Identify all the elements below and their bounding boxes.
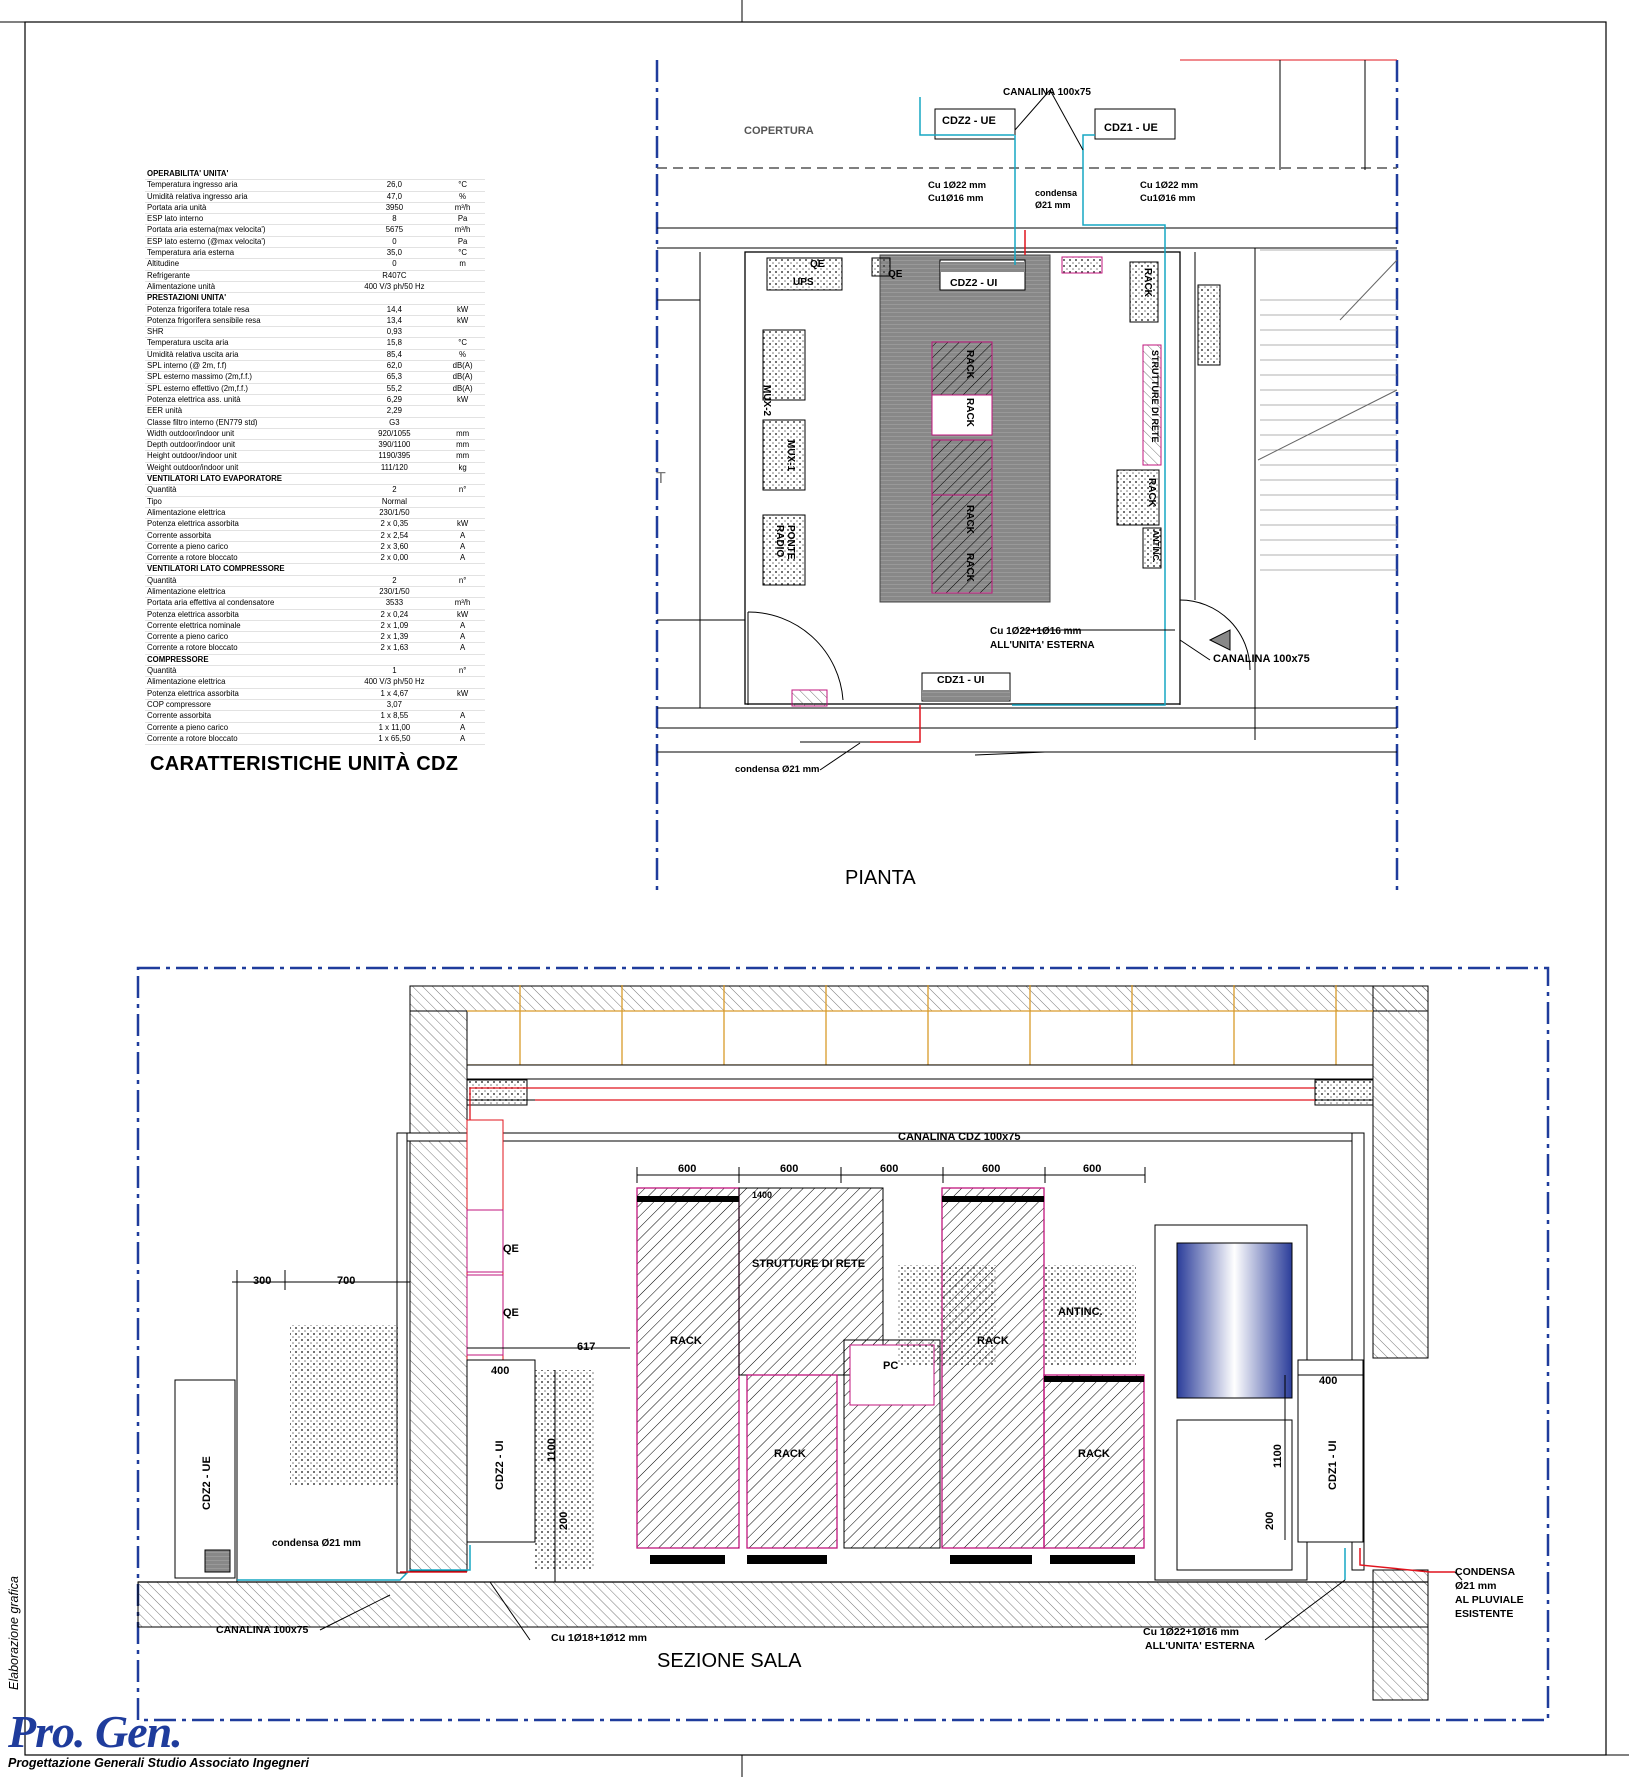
spec-value: Normal — [349, 496, 441, 507]
section-label-rack-b: RACK — [774, 1448, 806, 1460]
spec-row — [145, 440, 485, 451]
spec-unit — [440, 586, 485, 597]
spec-row — [145, 349, 485, 360]
spec-label: Potenza elettrica assorbita — [145, 519, 349, 530]
spec-table — [145, 169, 485, 745]
spec-row — [145, 281, 485, 292]
spec-value: 400 V/3 ph/50 Hz — [349, 281, 441, 292]
spec-row — [145, 666, 485, 677]
spec-row — [145, 699, 485, 710]
spec-label: Quantità — [145, 575, 349, 586]
spec-value: 62,0 — [349, 361, 441, 372]
spec-unit: A — [440, 711, 485, 722]
spec-value: 3,07 — [349, 699, 441, 710]
spec-row — [145, 688, 485, 699]
spec-value: 2 x 1,09 — [349, 620, 441, 631]
spec-value: 0,93 — [349, 327, 441, 338]
spec-label: Classe filtro interno (EN779 std) — [145, 417, 349, 428]
section-label-cdz1-ui: CDZ1 - UI — [1327, 1440, 1339, 1490]
plan-label-cu-bottom: Cu 1Ø22+1Ø16 mm — [990, 626, 1082, 637]
spec-row — [145, 202, 485, 213]
spec-value: 230/1/50 — [349, 586, 441, 597]
spec-label: PRESTAZIONI UNITA' — [145, 293, 349, 304]
spec-value: 920/1055 — [349, 428, 441, 439]
plan-label-rack-r1: RACK — [1142, 268, 1153, 297]
spec-row — [145, 372, 485, 383]
spec-unit: A — [440, 620, 485, 631]
plan-label-rack-c4: RACK — [964, 553, 975, 582]
spec-label: VENTILATORI LATO COMPRESSORE — [145, 564, 349, 575]
section-label-cu-right2: ALL'UNITA' ESTERNA — [1145, 1640, 1255, 1652]
spec-label: OPERABILITA' UNITA' — [145, 169, 349, 180]
spec-row — [145, 225, 485, 236]
section-label-rack-a: RACK — [670, 1335, 702, 1347]
section-label-strutture: STRUTTURE DI RETE — [752, 1258, 866, 1270]
spec-value: 2 — [349, 485, 441, 496]
section-label-condensa-r3: AL PLUVIALE — [1455, 1594, 1524, 1606]
spec-value: 111/120 — [349, 462, 441, 473]
spec-label: Potenza frigorifera totale resa — [145, 304, 349, 315]
plan-label-antinc: ANTINC. — [1151, 530, 1160, 563]
company-logo: Pro. Gen. — [8, 1706, 182, 1757]
spec-unit — [440, 654, 485, 665]
spec-unit: n° — [440, 666, 485, 677]
spec-label: Corrente a rotore bloccato — [145, 733, 349, 744]
section-label-canalina-left: CANALINA 100x75 — [216, 1624, 309, 1636]
spec-unit: mm — [440, 451, 485, 462]
spec-row — [145, 485, 485, 496]
section-label-condensa-r2: Ø21 mm — [1455, 1580, 1497, 1592]
spec-label: Portata aria effettiva al condensatore — [145, 598, 349, 609]
spec-label: Alimentazione unità — [145, 281, 349, 292]
spec-row — [145, 586, 485, 597]
spec-label: Corrente a pieno carico — [145, 632, 349, 643]
spec-value: 2 x 1,63 — [349, 643, 441, 654]
spec-row — [145, 304, 485, 315]
spec-unit: A — [440, 733, 485, 744]
spec-value: 85,4 — [349, 349, 441, 360]
spec-label: ESP lato esterno (@max velocita') — [145, 236, 349, 247]
plan-label-cdz1-ue: CDZ1 - UE — [1104, 122, 1158, 134]
spec-value: 65,3 — [349, 372, 441, 383]
spec-label: COMPRESSORE — [145, 654, 349, 665]
spec-value — [349, 474, 441, 485]
spec-label: Height outdoor/indoor unit — [145, 451, 349, 462]
section-dim-400-right: 400 — [1319, 1375, 1338, 1387]
spec-row — [145, 677, 485, 688]
spec-unit: kW — [440, 609, 485, 620]
section-dim-1100-left: 1100 — [546, 1438, 558, 1462]
plan-label-cdz2-ue: CDZ2 - UE — [942, 115, 996, 127]
spec-unit: A — [440, 632, 485, 643]
plan-label-rack-r2: RACK — [1146, 478, 1157, 507]
spec-value: 0 — [349, 259, 441, 270]
spec-row — [145, 338, 485, 349]
spec-label: COP compressore — [145, 699, 349, 710]
spec-unit: n° — [440, 485, 485, 496]
spec-unit: dB(A) — [440, 383, 485, 394]
spec-unit: kW — [440, 519, 485, 530]
spec-row — [145, 315, 485, 326]
plan-label-condensa: condensa — [1035, 188, 1078, 198]
plan-label-ups: UPS — [793, 277, 814, 288]
spec-section-header — [145, 169, 485, 180]
spec-unit: A — [440, 541, 485, 552]
spec-row — [145, 248, 485, 259]
spec-unit — [440, 677, 485, 688]
section-dim-1100-right: 1100 — [1272, 1444, 1284, 1468]
spec-value — [349, 654, 441, 665]
spec-row — [145, 214, 485, 225]
spec-value: 390/1100 — [349, 440, 441, 451]
spec-unit: % — [440, 191, 485, 202]
spec-value — [349, 169, 441, 180]
spec-label: Quantità — [145, 666, 349, 677]
spec-row — [145, 417, 485, 428]
section-dim-1400: 1400 — [752, 1190, 773, 1200]
spec-value: 26,0 — [349, 180, 441, 191]
spec-value: 2,29 — [349, 406, 441, 417]
plan-label-cu-bottom2: ALL'UNITA' ESTERNA — [990, 640, 1095, 651]
spec-unit: % — [440, 349, 485, 360]
spec-label: Alimentazione elettrica — [145, 586, 349, 597]
spec-row — [145, 519, 485, 530]
plan-label-qe1: QE — [810, 259, 825, 270]
spec-unit: A — [440, 643, 485, 654]
spec-unit: m — [440, 259, 485, 270]
spec-value: 2 x 3,60 — [349, 541, 441, 552]
section-dim-600-5: 600 — [1083, 1163, 1102, 1175]
spec-unit: °C — [440, 180, 485, 191]
spec-value: 2 x 0,24 — [349, 609, 441, 620]
spec-section-header — [145, 564, 485, 575]
spec-value: 6,29 — [349, 394, 441, 405]
spec-unit: °C — [440, 338, 485, 349]
section-label-condensa-r4: ESISTENTE — [1455, 1608, 1514, 1620]
section-dim-200-right: 200 — [1264, 1511, 1276, 1530]
spec-row — [145, 530, 485, 541]
section-dim-600-4: 600 — [982, 1163, 1001, 1175]
spec-value: 14,4 — [349, 304, 441, 315]
spec-label: SPL interno (@ 2m, f.f) — [145, 361, 349, 372]
spec-label: Temperatura ingresso aria — [145, 180, 349, 191]
spec-row — [145, 361, 485, 372]
spec-unit: A — [440, 553, 485, 564]
plan-label-cdz2-ui: CDZ2 - UI — [950, 277, 998, 289]
section-label-condensa-left: condensa Ø21 mm — [272, 1538, 361, 1549]
spec-unit: mm — [440, 428, 485, 439]
spec-label: SPL esterno effettivo (2m,f.f.) — [145, 383, 349, 394]
spec-label: VENTILATORI LATO EVAPORATORE — [145, 474, 349, 485]
section-label-condensa-r1: CONDENSA — [1455, 1566, 1516, 1578]
spec-row — [145, 733, 485, 744]
spec-unit: dB(A) — [440, 361, 485, 372]
spec-value: 400 V/3 ph/50 Hz — [349, 677, 441, 688]
plan-label-qe2: QE — [888, 269, 903, 280]
spec-unit — [440, 293, 485, 304]
spec-label: Potenza elettrica assorbita — [145, 688, 349, 699]
spec-label: Alimentazione elettrica — [145, 677, 349, 688]
spec-unit — [440, 327, 485, 338]
spec-unit: m³/h — [440, 225, 485, 236]
spec-row — [145, 236, 485, 247]
spec-label: EER unità — [145, 406, 349, 417]
spec-unit: kW — [440, 315, 485, 326]
spec-value — [349, 564, 441, 575]
spec-label: Umidità relativa ingresso aria — [145, 191, 349, 202]
spec-row — [145, 609, 485, 620]
company-name: Progettazione Generali Studio Associato Ingegneri — [8, 1756, 309, 1770]
plan-label-canalina-right: CANALINA 100x75 — [1213, 653, 1310, 665]
spec-value: 3533 — [349, 598, 441, 609]
spec-value: 3950 — [349, 202, 441, 213]
spec-row — [145, 553, 485, 564]
spec-unit: Pa — [440, 236, 485, 247]
spec-label: SHR — [145, 327, 349, 338]
spec-unit — [440, 169, 485, 180]
spec-unit: kW — [440, 304, 485, 315]
spec-unit: kW — [440, 394, 485, 405]
plan-label-rack-c1: RACK — [964, 350, 975, 379]
plan-label-copertura: COPERTURA — [744, 125, 814, 137]
spec-unit: A — [440, 722, 485, 733]
spec-value: 5675 — [349, 225, 441, 236]
spec-row — [145, 507, 485, 518]
spec-row — [145, 575, 485, 586]
spec-label: Altitudine — [145, 259, 349, 270]
spec-row — [145, 383, 485, 394]
plan-label-condensa-bottom: condensa Ø21 mm — [735, 764, 820, 775]
section-dim-600-1: 600 — [678, 1163, 697, 1175]
spec-unit: m³/h — [440, 202, 485, 213]
side-label: Elaborazione grafica — [7, 1576, 21, 1690]
plan-label-mux2: MUX-2 — [761, 385, 772, 417]
spec-label: SPL esterno massimo (2m,f.f.) — [145, 372, 349, 383]
spec-row — [145, 620, 485, 631]
spec-unit — [440, 281, 485, 292]
spec-row — [145, 428, 485, 439]
spec-label: Corrente elettrica nominale — [145, 620, 349, 631]
spec-unit: n° — [440, 575, 485, 586]
spec-value: 1 x 11,00 — [349, 722, 441, 733]
spec-label: Alimentazione elettrica — [145, 507, 349, 518]
spec-label: Corrente assorbita — [145, 530, 349, 541]
spec-value: 1 — [349, 666, 441, 677]
spec-row — [145, 462, 485, 473]
section-dim-600-2: 600 — [780, 1163, 799, 1175]
section-title: SEZIONE SALA — [657, 1650, 802, 1672]
spec-section-header — [145, 654, 485, 665]
spec-title: CARATTERISTICHE UNITÀ CDZ — [150, 753, 459, 775]
spec-label: Umidità relativa uscita aria — [145, 349, 349, 360]
spec-value: 0 — [349, 236, 441, 247]
plan-label-cu-left: Cu 1Ø22 mm — [928, 180, 987, 191]
spec-row — [145, 259, 485, 270]
spec-value: G3 — [349, 417, 441, 428]
spec-label: Corrente a pieno carico — [145, 541, 349, 552]
spec-unit — [440, 406, 485, 417]
spec-value: 1 x 8,55 — [349, 711, 441, 722]
plan-label-cu-left2: Cu1Ø16 mm — [928, 193, 984, 204]
spec-label: Temperatura aria esterna — [145, 248, 349, 259]
spec-label: Quantità — [145, 485, 349, 496]
plan-label-t-mark: T — [656, 470, 666, 487]
spec-row — [145, 180, 485, 191]
spec-row — [145, 327, 485, 338]
spec-value: 1190/395 — [349, 451, 441, 462]
spec-label: ESP lato interno — [145, 214, 349, 225]
plan-title: PIANTA — [845, 867, 916, 889]
spec-value: 8 — [349, 214, 441, 225]
spec-unit — [440, 507, 485, 518]
spec-row — [145, 406, 485, 417]
section-label-cu-mid: Cu 1Ø18+1Ø12 mm — [551, 1632, 648, 1644]
spec-row — [145, 270, 485, 281]
spec-value: R407C — [349, 270, 441, 281]
plan-label-ponte-radio: PONTE RADIO — [774, 525, 796, 560]
spec-label: Depth outdoor/indoor unit — [145, 440, 349, 451]
spec-label: Corrente assorbita — [145, 711, 349, 722]
spec-row — [145, 711, 485, 722]
spec-label: Portata aria unità — [145, 202, 349, 213]
spec-unit: m³/h — [440, 598, 485, 609]
spec-row — [145, 451, 485, 462]
spec-unit: dB(A) — [440, 372, 485, 383]
section-label-cu-right: Cu 1Ø22+1Ø16 mm — [1143, 1626, 1240, 1638]
section-label-cdz2-ue: CDZ2 - UE — [201, 1456, 213, 1510]
spec-unit — [440, 564, 485, 575]
spec-label: Refrigerante — [145, 270, 349, 281]
section-label-canalina-cdz: CANALINA CDZ 100x75 — [898, 1131, 1021, 1143]
plan-label-canalina-top: CANALINA 100x75 — [1003, 87, 1091, 98]
spec-unit — [440, 699, 485, 710]
plan-label-rack-c2: RACK — [964, 398, 975, 427]
plan-label-cu-right: Cu 1Ø22 mm — [1140, 180, 1199, 191]
spec-label: Corrente a rotore bloccato — [145, 643, 349, 654]
spec-unit: mm — [440, 440, 485, 451]
spec-row — [145, 541, 485, 552]
spec-label: Potenza elettrica ass. unità — [145, 394, 349, 405]
section-dim-400-left: 400 — [491, 1365, 510, 1377]
plan-label-cu-right2: Cu1Ø16 mm — [1140, 193, 1196, 204]
section-label-rack-d: RACK — [1078, 1448, 1110, 1460]
spec-value: 2 x 0,35 — [349, 519, 441, 530]
spec-label: Weight outdoor/indoor unit — [145, 462, 349, 473]
section-label-qe2: QE — [503, 1307, 519, 1319]
spec-value: 47,0 — [349, 191, 441, 202]
section-label-rack-c: RACK — [977, 1335, 1009, 1347]
section-dim-700: 700 — [337, 1275, 356, 1287]
spec-unit — [440, 474, 485, 485]
spec-label: Potenza elettrica assorbita — [145, 609, 349, 620]
spec-value: 35,0 — [349, 248, 441, 259]
spec-value: 15,8 — [349, 338, 441, 349]
spec-value: 2 x 0,00 — [349, 553, 441, 564]
plan-label-condensa2: Ø21 mm — [1035, 200, 1071, 210]
spec-row — [145, 394, 485, 405]
spec-value — [349, 293, 441, 304]
spec-label: Corrente a pieno carico — [145, 722, 349, 733]
spec-label: Corrente a rotore bloccato — [145, 553, 349, 564]
spec-label: Width outdoor/indoor unit — [145, 428, 349, 439]
spec-unit: kg — [440, 462, 485, 473]
spec-row — [145, 598, 485, 609]
section-dim-617: 617 — [577, 1341, 596, 1353]
spec-unit — [440, 270, 485, 281]
spec-row — [145, 722, 485, 733]
spec-row — [145, 643, 485, 654]
spec-value: 2 x 2,54 — [349, 530, 441, 541]
spec-value: 230/1/50 — [349, 507, 441, 518]
spec-label: Temperatura uscita aria — [145, 338, 349, 349]
spec-row — [145, 632, 485, 643]
spec-value: 13,4 — [349, 315, 441, 326]
spec-unit: kW — [440, 688, 485, 699]
plan-label-strutture: STRUTTURE DI RETE — [1150, 350, 1160, 443]
spec-unit: Pa — [440, 214, 485, 225]
spec-value: 2 — [349, 575, 441, 586]
spec-section-header — [145, 474, 485, 485]
spec-unit — [440, 496, 485, 507]
spec-label: Tipo — [145, 496, 349, 507]
spec-unit: A — [440, 530, 485, 541]
spec-value: 2 x 1,39 — [349, 632, 441, 643]
section-label-cdz2-ui: CDZ2 - UI — [494, 1440, 506, 1490]
spec-section-header — [145, 293, 485, 304]
spec-label: Potenza frigorifera sensibile resa — [145, 315, 349, 326]
spec-unit — [440, 417, 485, 428]
spec-value: 1 x 65,50 — [349, 733, 441, 744]
spec-row — [145, 191, 485, 202]
spec-row — [145, 496, 485, 507]
plan-label-cdz1-ui: CDZ1 - UI — [937, 674, 985, 686]
section-label-qe1: QE — [503, 1243, 519, 1255]
spec-value: 55,2 — [349, 383, 441, 394]
section-label-pc: PC — [883, 1360, 899, 1372]
section-dim-200-left: 200 — [558, 1511, 570, 1530]
section-dim-300: 300 — [253, 1275, 272, 1287]
section-label-antinc: ANTINC. — [1058, 1306, 1103, 1318]
plan-label-rack-c3: RACK — [964, 505, 975, 534]
section-dim-600-3: 600 — [880, 1163, 899, 1175]
plan-label-mux1: MUX-1 — [785, 440, 796, 472]
spec-label: Portata aria esterna(max velocita') — [145, 225, 349, 236]
spec-value: 1 x 4,67 — [349, 688, 441, 699]
spec-unit: °C — [440, 248, 485, 259]
